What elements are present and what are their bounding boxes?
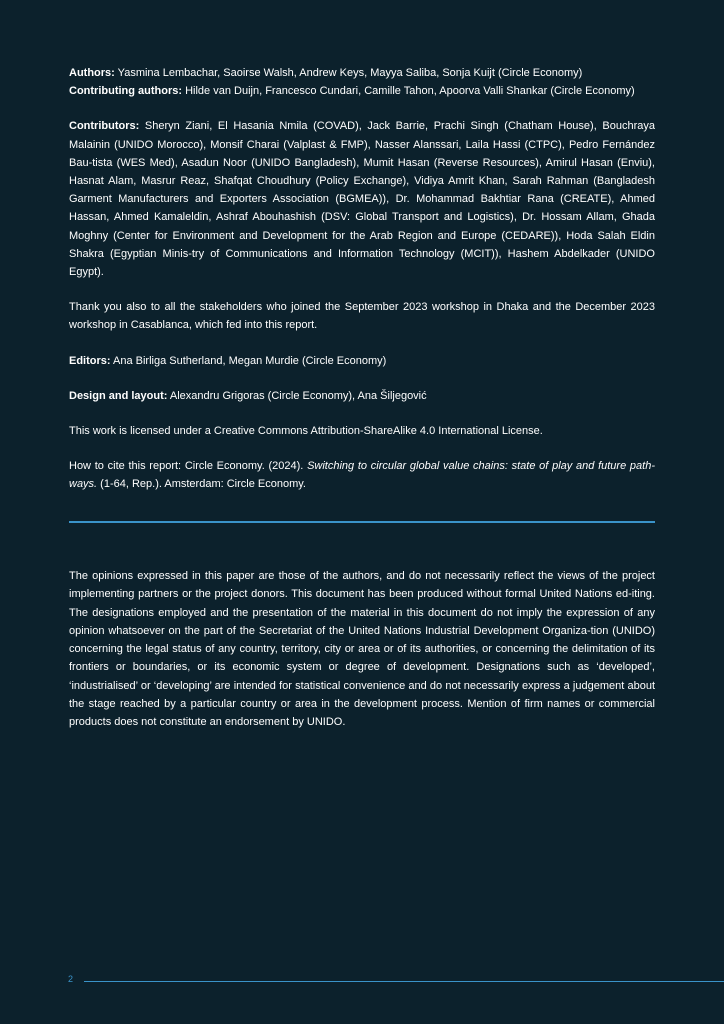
page-number: 2 <box>68 974 74 984</box>
contributors-paragraph <box>69 117 655 281</box>
design-text: Alexandru Grigoras (Circle Economy), Ana Šiljegović <box>167 389 427 402</box>
authors-line <box>69 64 655 82</box>
editors-label: Editors: <box>69 354 111 367</box>
citation-suffix: (1-64, Rep.). Amsterdam: Circle Economy. <box>97 478 306 491</box>
authors-text: Yasmina Lembachar, Saoirse Walsh, Andrew Keys, Mayya Saliba, Sonja Kuijt (Circle Economy) <box>114 67 583 79</box>
contributing-authors-text: Hilde van Duijn, Francesco Cundari, Camille Tahon, Apoorva Valli Shankar (Circle Economy) <box>182 85 635 98</box>
contributing-authors-label: Contributing authors: <box>69 85 183 98</box>
citation-title: Switching to circular global value chains: state of play and future path-ways. <box>69 460 655 491</box>
design-line <box>69 387 655 405</box>
license-line: This work is licensed under a Creative Commons Attribution-ShareAlike 4.0 International License. <box>69 425 543 438</box>
contributors-text: Sheryn Ziani, El Hasania Nmila (COVAD), Jack Barrie, Prachi Singh (Chatham House), Bouchraya Malainin (UNIDO Morocco), Monsif Charai (Valplast & FMP), Nasser Alanssari, Laila Hassi (CTPC), Pedro Fernández Bau-tista (WES Med), Asadun Noor (UNIDO Bangladesh), Mumit Hasan (Reverse Resources), Amirul Hasan (Enviu), Hasnat Alam, Masrur Reaz, Shafqat Choudhury (Policy Exchange), Vidiya Amrit Khan, Sarah Rahman (Bangladesh Garment Manufacturers and Exporters Association (BGMEA)), Dr. Mohammad Bakhtiar Rana (CREATE), Ahmed Hassan, Ahmed Kamaleldin, Ashraf Abouhashish (DSV: Global Transport and Logistics), Dr. Hossam Allam, Ghada Moghny (Center for Environment and Development for the Arab Region and Europe (CEDARE)), Hoda Salah Eldin Shakra (Egyptian Minis-try of Communications and Information Technology (MCIT)), Hashem Abdelkader (UNIDO Egypt). <box>69 120 655 279</box>
authors-label: Authors: <box>69 67 115 79</box>
disclaimer-paragraph: The opinions expressed in this paper are those of the authors, and do not necessarily reflect the views of the project implementing partners or the project donors. This document has been produced without formal United Nations ed-iting. The designations employed and the presentation of the material in this document do not imply the expression of any opinion whatsoever on the part of the Secretariat of the United Nations Industrial Development Organiza-tion (UNIDO) concerning the legal status of any country, territory, city or area or of its authorities, or concerning the delimitation of its frontiers or boundaries, or its economic system or degree of development. Designations such as ‘developed’, ‘industrialised’ or ‘developing’ are intended for statistical convenience and do not necessarily express a judgement about the stage reached by a particular country or area in the development process. Mention of firm names or commercial products does not constitute an endorsement by UNIDO. <box>69 570 655 729</box>
credits-section <box>69 64 655 511</box>
contributing-authors-line <box>69 82 655 100</box>
footer-rule <box>84 981 724 982</box>
thanks-paragraph: Thank you also to all the stakeholders who joined the September 2023 workshop in Dhaka and the December 2023 workshop in Casablanca, which fed into this report. <box>69 301 655 332</box>
contributors-label: Contributors: <box>69 120 140 133</box>
design-label: Design and layout: <box>69 389 168 402</box>
editors-line <box>69 352 655 370</box>
editors-text: Ana Birliga Sutherland, Megan Murdie (Circle Economy) <box>110 354 387 367</box>
citation-prefix: How to cite this report: Circle Economy. (2024). <box>69 460 308 473</box>
citation-paragraph <box>69 457 655 493</box>
section-divider <box>69 521 655 523</box>
